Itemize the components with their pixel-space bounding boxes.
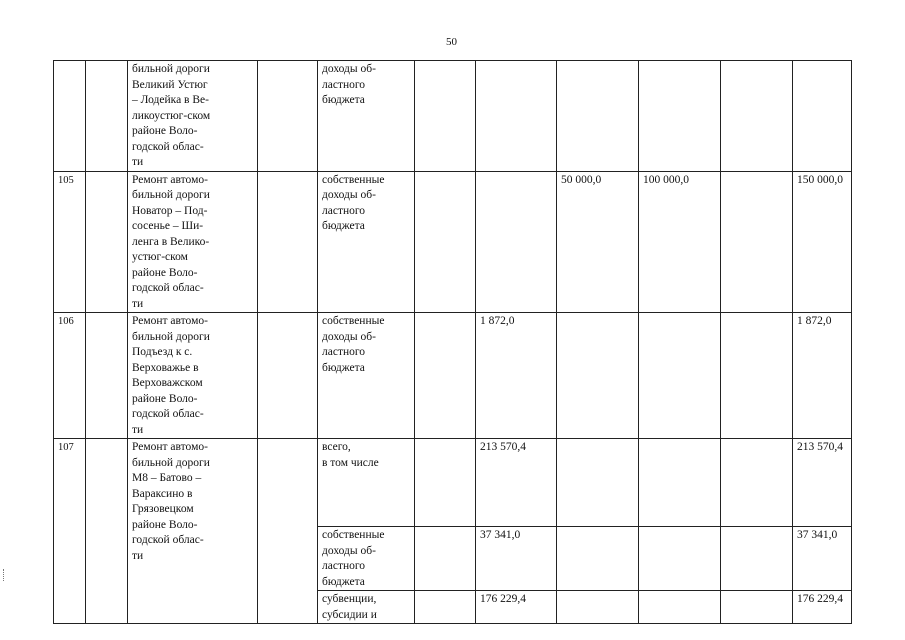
- empty-cell: [86, 61, 128, 172]
- empty-cell: [557, 527, 639, 591]
- total-cell: 37 341,0: [793, 527, 852, 591]
- empty-cell: [258, 439, 318, 624]
- empty-cell: [415, 439, 476, 527]
- funding-source: доходы об- ластного бюджета: [318, 61, 415, 172]
- total-cell: 176 229,4: [793, 591, 852, 624]
- value-cell: 100 000,0: [639, 171, 721, 313]
- table-row: [54, 313, 852, 439]
- empty-cell: [415, 527, 476, 591]
- value-cell: 176 229,4: [476, 591, 557, 624]
- value-cell: [476, 61, 557, 172]
- value-cell: [476, 171, 557, 313]
- table-row: [54, 61, 852, 172]
- empty-cell: [721, 61, 793, 172]
- empty-cell: [639, 439, 721, 527]
- row-number: [54, 61, 86, 172]
- value-cell: 37 341,0: [476, 527, 557, 591]
- value-cell: [557, 61, 639, 172]
- empty-cell: [721, 171, 793, 313]
- object-name: Ремонт автомо- бильной дороги Новатор – Под- сосенье – Ши- ленга в Велико- устюг-ском районе Воло- годской облас- ти: [128, 171, 258, 313]
- scan-edge-mark: [3, 569, 6, 581]
- empty-cell: [639, 527, 721, 591]
- object-name: бильной дороги Великий Устюг – Лодейка в Ве- ликоустюг-ском районе Воло- годской облас- ти: [128, 61, 258, 172]
- empty-cell: [415, 591, 476, 624]
- object-name: Ремонт автомо- бильной дороги М8 – Батово – Вараксино в Грязовецком районе Воло- годской облас- ти: [128, 439, 258, 624]
- funding-source: собственные доходы об- ластного бюджета: [318, 171, 415, 313]
- empty-cell: [639, 591, 721, 624]
- value-cell: [639, 61, 721, 172]
- empty-cell: [258, 61, 318, 172]
- empty-cell: [557, 439, 639, 527]
- value-cell: 213 570,4: [476, 439, 557, 527]
- empty-cell: [415, 61, 476, 172]
- empty-cell: [721, 591, 793, 624]
- budget-table: [53, 60, 852, 624]
- funding-source: субвенции, субсидии и: [318, 591, 415, 624]
- empty-cell: [415, 171, 476, 313]
- value-cell: 50 000,0: [557, 171, 639, 313]
- empty-cell: [415, 313, 476, 439]
- empty-cell: [86, 313, 128, 439]
- table-row: [54, 439, 852, 527]
- row-number: 106: [54, 313, 86, 439]
- empty-cell: [557, 591, 639, 624]
- value-cell: [639, 313, 721, 439]
- total-cell: 150 000,0: [793, 171, 852, 313]
- empty-cell: [721, 527, 793, 591]
- empty-cell: [86, 439, 128, 624]
- row-number: 107: [54, 439, 86, 624]
- value-cell: 1 872,0: [476, 313, 557, 439]
- value-cell: [557, 313, 639, 439]
- funding-source: всего, в том числе: [318, 439, 415, 527]
- total-cell: 1 872,0: [793, 313, 852, 439]
- page-number: 50: [446, 36, 457, 48]
- empty-cell: [721, 313, 793, 439]
- empty-cell: [721, 439, 793, 527]
- funding-source: собственные доходы об- ластного бюджета: [318, 527, 415, 591]
- object-name: Ремонт автомо- бильной дороги Подъезд к с. Верховажье в Верховажском районе Воло- годской облас- ти: [128, 313, 258, 439]
- total-cell: [793, 61, 852, 172]
- empty-cell: [258, 171, 318, 313]
- empty-cell: [86, 171, 128, 313]
- funding-source: собственные доходы об- ластного бюджета: [318, 313, 415, 439]
- total-cell: 213 570,4: [793, 439, 852, 527]
- empty-cell: [258, 313, 318, 439]
- row-number: 105: [54, 171, 86, 313]
- table-row: [54, 171, 852, 313]
